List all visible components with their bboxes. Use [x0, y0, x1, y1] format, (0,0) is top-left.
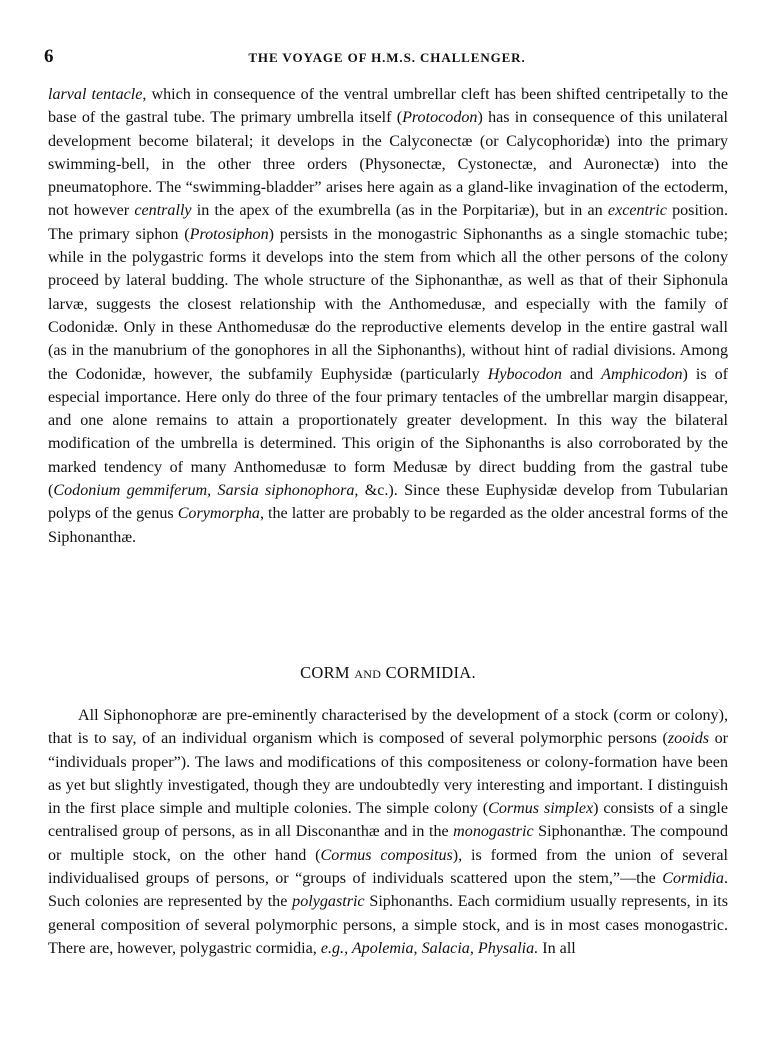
- heading-word-cormidia: CORMIDIA.: [385, 663, 476, 682]
- italic-text-run: zooids: [667, 730, 710, 748]
- text-run: Siphonanthæ. The compound or multiple stock, on the other hand (: [48, 823, 728, 864]
- italic-text-run: Codonium gemmiferum, Sarsia siphonophora,: [53, 482, 359, 500]
- paragraph-corm-and-cormidia: [48, 704, 728, 960]
- text-run: &c.). Since these Euphysidæ develop from Tubularian polyps of the genus: [48, 482, 728, 523]
- text-run: or “individuals proper”). The laws and modifications of this compositeness or colony-formation have been as yet but slightly investigated, though they are undoubtedly very interesting and important. I distinguish in the first place simple and multiple colonies. The simple colony (: [48, 730, 729, 818]
- text-run: All Siphonophoræ are pre-eminently characterised by the development of a stock (corm or colony), that is to say, of an individual organism which is composed of several polymorphic persons (: [48, 707, 728, 748]
- text-run: Siphonanths. Each cormidium usually represents, in its general composition of several polymorphic persons, a simple stock, and is in most cases monogastric. There are, however, polygastric cormidia,: [48, 893, 729, 957]
- text-run: , the latter are probably to be regarded as the older ancestral forms of the Siphonanthæ.: [48, 505, 728, 546]
- italic-text-run: polygastric: [292, 893, 365, 911]
- running-title: THE VOYAGE OF H.M.S. CHALLENGER.: [248, 50, 526, 65]
- page-number: 6: [44, 46, 54, 67]
- section-heading: [48, 663, 728, 683]
- italic-text-run: excentric: [607, 202, 667, 220]
- text-run: , which in consequence of the ventral umbrellar cleft has been shifted centripetally to the base of the gastral tube. The primary umbrella itself (: [48, 86, 728, 127]
- italic-text-run: Protosiphon: [189, 225, 269, 243]
- heading-word-corm: CORM: [300, 663, 350, 682]
- paragraph-siphonanth-origin: [48, 83, 728, 549]
- text-run: In all: [538, 939, 576, 957]
- italic-text-run: e.g., Apolemia, Salacia, Physalia.: [320, 939, 539, 957]
- paragraph-text: [48, 704, 728, 960]
- italic-text-run: Cormus compositus: [320, 846, 453, 864]
- italic-text-run: Protocodon: [402, 109, 478, 127]
- heading-word-and: AND: [354, 667, 382, 681]
- italic-text-run: Cormidia: [662, 870, 724, 888]
- page-header: [44, 46, 730, 70]
- italic-text-run: Cormus simplex: [488, 800, 594, 818]
- text-run: ), is formed from the union of several individualised groups of persons, or “groups of individuals scattered upon the stem,”—the: [48, 846, 728, 888]
- text-run: position. The primary siphon (: [48, 202, 728, 243]
- italic-text-run: Corymorpha: [177, 505, 260, 523]
- italic-text-run: centrally: [134, 202, 192, 220]
- text-run: ) has in consequence of this unilateral development become bilateral; it develops in the Calyconectæ (or Calycophoridæ) into the primary swimming-bell, in the other three orders (Physonectæ, Cystonectæ, and Auronectæ) into the pneumatophore. The “swimming-bladder” arises here again as a gland-like invagination of the ectoderm, not however: [48, 109, 728, 220]
- text-run: and: [561, 365, 602, 383]
- italic-text-run: larval tentacle: [48, 86, 143, 103]
- text-run: ) is of especial importance. Here only do three of the four primary tentacles of the umbrellar margin disappear, and one alone remains to attain a proportionately greater development. In this way the bilateral modification of the umbrella is determined. This origin of the Siphonanths is also corroborated by the marked tendency of many Anthomedusæ to form Medusæ by direct budding from the gastral tube (: [48, 365, 728, 500]
- text-run: ) persists in the monogastric Siphonanths as a single stomachic tube; while in the polygastric forms it develops into the stem from which all the other persons of the colony proceed by lateral budding. The whole structure of the Siphonanthæ, as well as that of their Siphonula larvæ, suggests the closest relationship with the Anthomedusæ, and especially with the family of Codonidæ. Only in these Anthomedusæ do the reproductive elements develop in the entire gastral wall (as in the manubrium of the gonophores in all the Siphonanths), without hint of radial divisions. Among the Codonidæ, however, the subfamily Euphysidæ (particularly: [48, 225, 728, 383]
- text-run: in the apex of the exumbrella (as in the Porpitariæ), but in an: [191, 202, 608, 220]
- text-run: ) consists of a single centralised group of persons, as in all Disconanthæ and in the: [48, 800, 728, 841]
- italic-text-run: Hybocodon: [487, 365, 562, 383]
- italic-text-run: Amphicodon: [601, 365, 683, 383]
- text-run: . Such colonies are represented by the: [48, 870, 728, 911]
- paragraph-text: [48, 83, 728, 549]
- italic-text-run: monogastric: [453, 823, 534, 841]
